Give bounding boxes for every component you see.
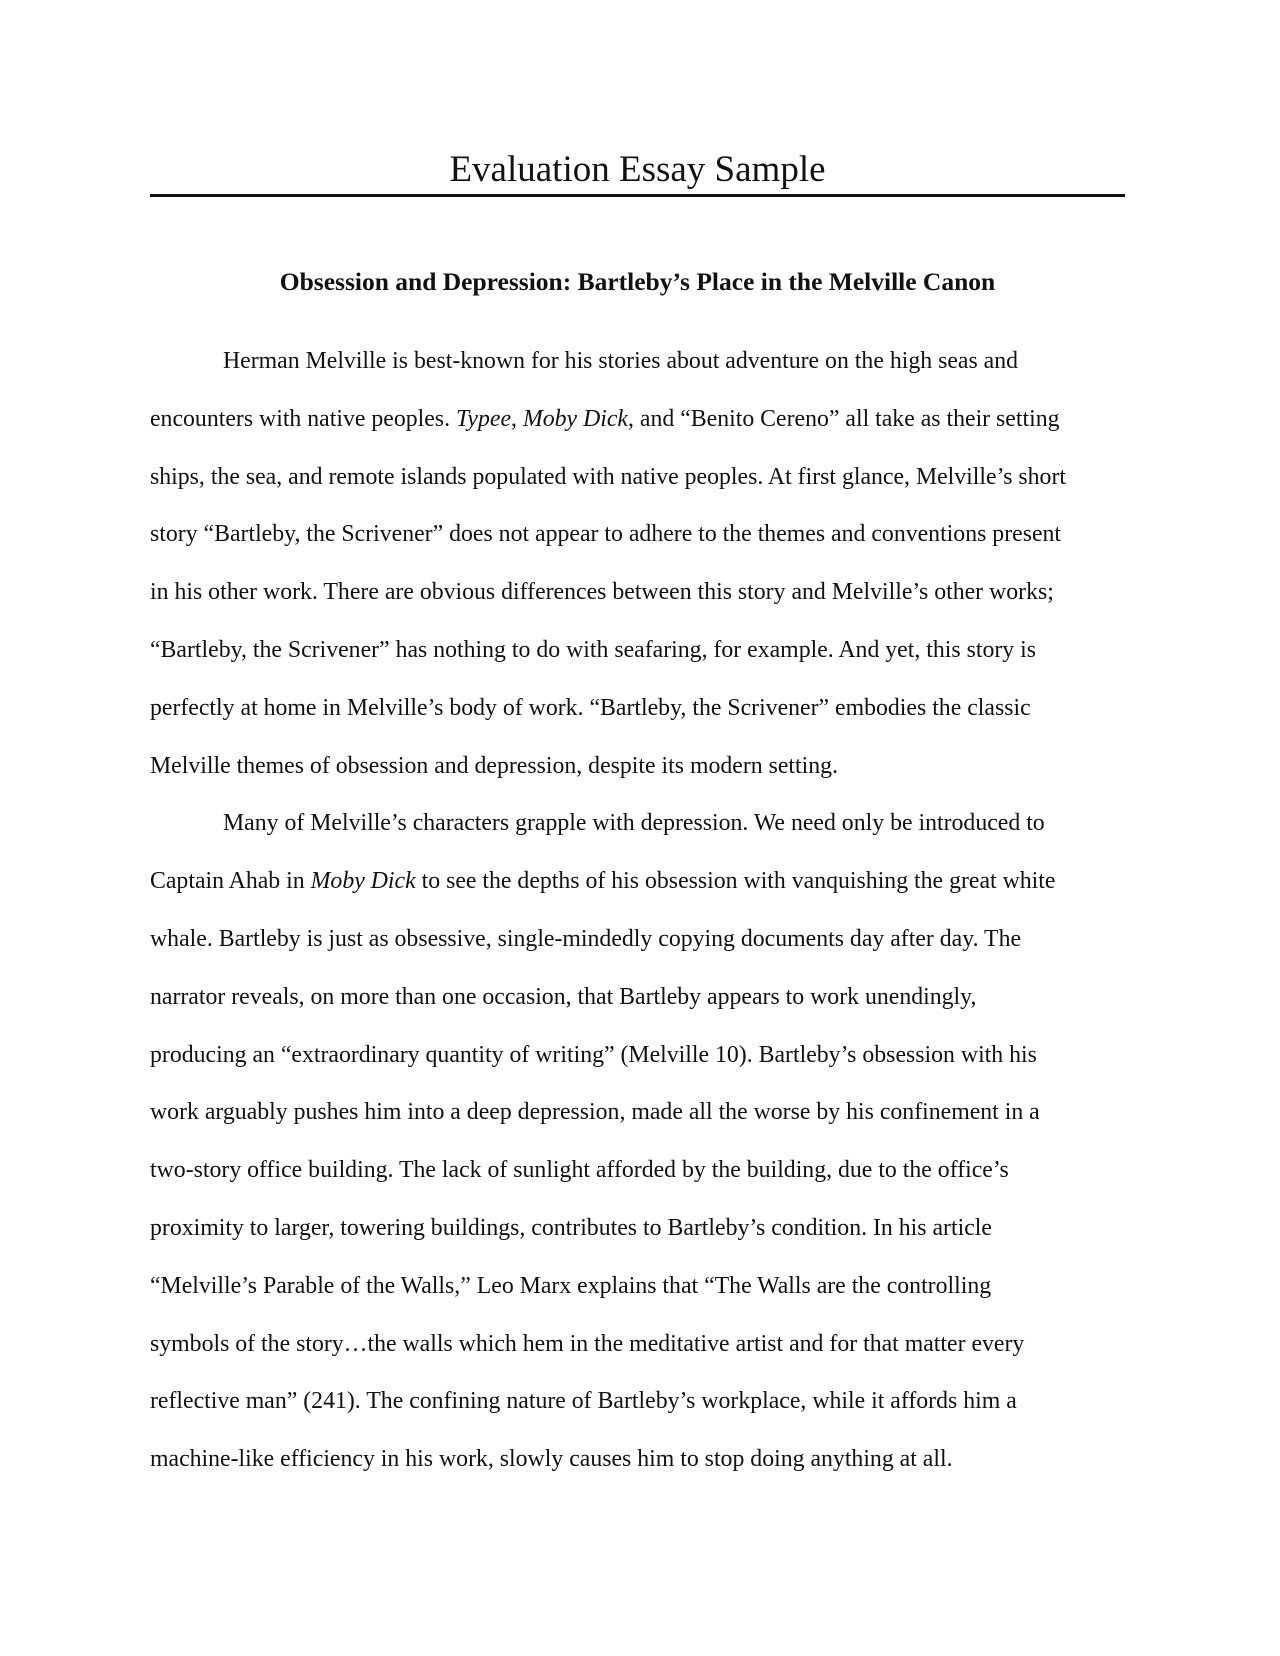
paragraph-1 xyxy=(150,333,1125,795)
paragraph-1-line-5: in his other work. There are obvious differences between this story and Melville’s other works; xyxy=(150,579,1054,606)
paragraph-1-line-7: perfectly at home in Melville’s body of work. “Bartleby, the Scrivener” embodies the classic xyxy=(150,694,1031,721)
paragraph-1-line-4: story “Bartleby, the Scrivener” does not appear to adhere to the themes and conventions present xyxy=(150,521,1062,548)
text-run: Captain Ahab in xyxy=(150,868,311,895)
paragraph-2-line-6: work arguably pushes him into a deep depression, made all the worse by his confinement in a xyxy=(150,1099,1040,1126)
text-run: , xyxy=(511,405,523,432)
paragraph-2-line-9: “Melville’s Parable of the Walls,” Leo Marx explains that “The Walls are the controlling xyxy=(150,1272,992,1299)
essay-body xyxy=(150,333,1125,1489)
paragraph-2-line-2 xyxy=(150,853,1125,911)
paragraph-2-line-5: producing an “extraordinary quantity of writing” (Melville 10). Bartleby’s obsession with his xyxy=(150,1041,1037,1068)
paragraph-2-line-11: reflective man” (241). The confining nature of Bartleby’s workplace, while it affords him a xyxy=(150,1388,1017,1415)
paragraph-2-line-4: narrator reveals, on more than one occasion, that Bartleby appears to work unendingly, xyxy=(150,983,977,1010)
paragraph-2-line-7: two-story office building. The lack of sunlight afforded by the building, due to the office’s xyxy=(150,1157,1009,1184)
paragraph-2-line-10: symbols of the story…the walls which hem in the meditative artist and for that matter every xyxy=(150,1330,1025,1357)
paragraph-2-line-1: Many of Melville’s characters grapple with depression. We need only be introduced to xyxy=(223,810,1045,837)
text-run: encounters with native peoples. xyxy=(150,405,456,432)
paragraph-2 xyxy=(150,795,1125,1489)
book-title-moby-dick: Moby Dick xyxy=(310,868,416,895)
paragraph-2-line-12: machine-like efficiency in his work, slowly causes him to stop doing anything at all. xyxy=(150,1446,953,1473)
paragraph-1-line-3: ships, the sea, and remote islands populated with native peoples. At first glance, Melville’s short xyxy=(150,463,1066,490)
essay-heading: Obsession and Depression: Bartleby’s Place in the Melville Canon xyxy=(279,267,996,296)
paragraph-1-line-1: Herman Melville is best-known for his stories about adventure on the high seas and xyxy=(223,348,1019,374)
paragraph-1-line-6: “Bartleby, the Scrivener” has nothing to do with seafaring, for example. And yet, this story is xyxy=(150,636,1037,663)
paragraph-1-line-8: Melville themes of obsession and depression, despite its modern setting. xyxy=(150,752,839,779)
book-title-moby-dick: Moby Dick xyxy=(522,405,628,432)
paragraph-2-line-8: proximity to larger, towering buildings, contributes to Bartleby’s condition. In his article xyxy=(150,1214,992,1241)
document-title: Evaluation Essay Sample xyxy=(449,149,826,190)
text-run: , and “Benito Cereno” all take as their setting xyxy=(628,405,1060,432)
paragraph-1-line-2 xyxy=(150,391,1125,449)
text-run: to see the depths of his obsession with vanquishing the great white xyxy=(415,868,1056,895)
title-underline-rule xyxy=(150,194,1125,197)
paragraph-2-line-3: whale. Bartleby is just as obsessive, single-mindedly copying documents day after day. The xyxy=(150,925,1022,952)
book-title-typee: Typee xyxy=(455,405,512,432)
